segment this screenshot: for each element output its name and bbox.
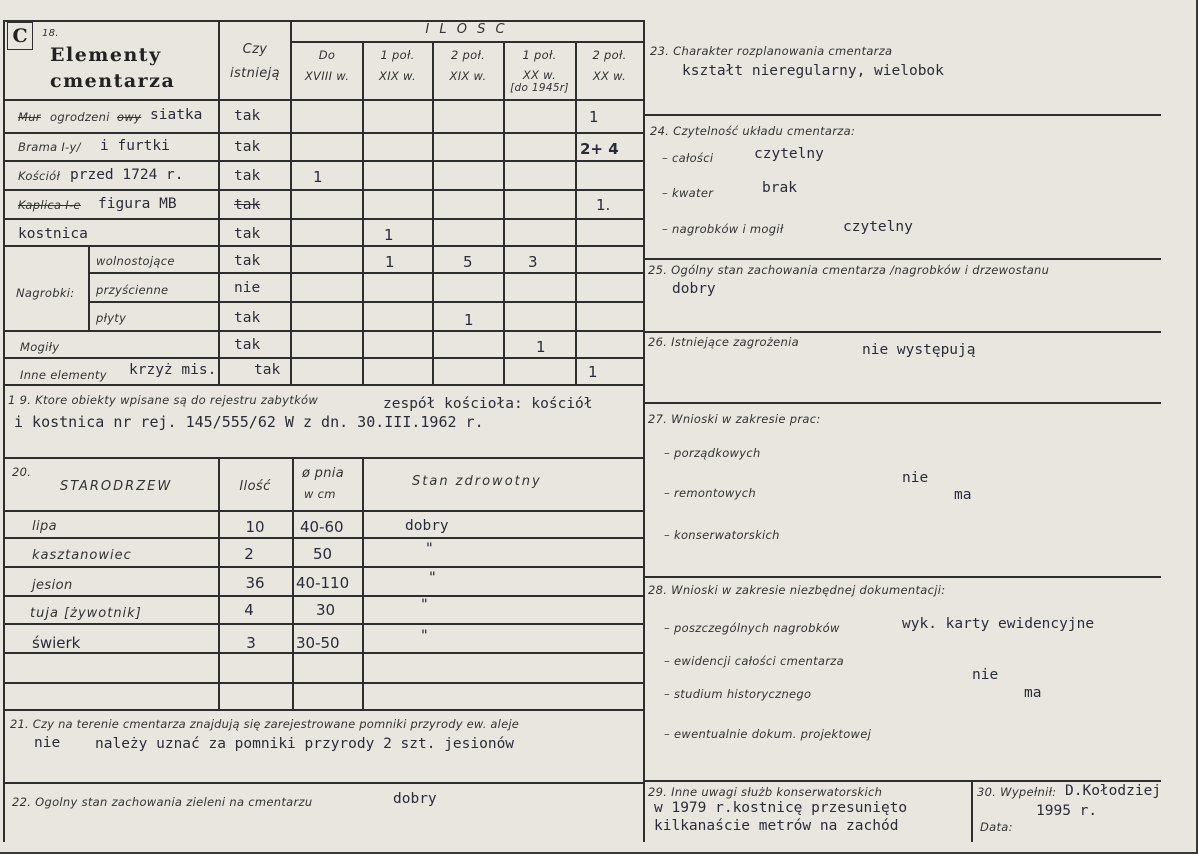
period-xix1-l2: XIX w. bbox=[379, 69, 416, 83]
field22-label: 22. Ogolny stan zachowania zieleni na cmentarzu bbox=[12, 795, 313, 809]
field21-value1: nie bbox=[34, 735, 61, 751]
field24-item3-value: czytelny bbox=[843, 219, 913, 235]
inne-xx2: 1 bbox=[588, 363, 598, 381]
field24-label: 24. Czytelność układu cmentarza: bbox=[650, 124, 856, 138]
kaplica-exists: tak bbox=[234, 197, 261, 213]
field27-item3: – konserwatorskich bbox=[664, 528, 780, 542]
brama-value: i furtki bbox=[100, 138, 170, 154]
wolnostojace-xx1: 3 bbox=[528, 253, 538, 271]
field28-item1-value: wyk. karty ewidencyjne bbox=[902, 616, 1095, 632]
field19-value1: zespół kościoła: kościół bbox=[383, 396, 593, 412]
field24-item1-value: czytelny bbox=[754, 146, 824, 162]
field27-value2: ma bbox=[954, 487, 972, 503]
col-exists-line1: Czy bbox=[242, 42, 268, 57]
ogrodzenie-xx2: 1 bbox=[589, 108, 599, 126]
kosciol-label: Kościół bbox=[18, 169, 61, 183]
left-border bbox=[3, 20, 5, 842]
brama-exists: tak bbox=[234, 139, 261, 155]
col-exists-line2: istnieją bbox=[229, 66, 281, 81]
kosciol-xviii: 1 bbox=[313, 168, 323, 186]
field28-label: 28. Wnioski w zakresie niezbędnej dokumentacji: bbox=[648, 583, 946, 597]
tree-name-4: tuja [żywotnik] bbox=[30, 606, 142, 621]
mogily-label: Mogiły bbox=[20, 340, 60, 354]
kaplica-struck: Kaplica I-e bbox=[18, 198, 81, 212]
field23-value: kształt nieregularny, wielobok bbox=[682, 63, 944, 79]
ogrodzenie-value: siatka bbox=[150, 107, 203, 123]
kosciol-exists: tak bbox=[234, 168, 261, 184]
diameter-header-l2: w cm bbox=[304, 487, 336, 501]
field24-item1-label: – całości bbox=[662, 151, 714, 165]
kaplica-xx2: 1. bbox=[596, 196, 611, 214]
tree-name-2: kasztanowiec bbox=[32, 548, 132, 563]
wolnostojace-xix1: 1 bbox=[385, 253, 395, 271]
wolnostojace-label: wolnostojące bbox=[96, 254, 175, 268]
tree-diam-3: 40-110 bbox=[296, 574, 350, 592]
tree-state-1: dobry bbox=[405, 518, 449, 534]
plyty-exists: tak bbox=[234, 310, 261, 326]
field19-value2: i kostnica nr rej. 145/555/62 W z dn. 30.III.1962 r. bbox=[14, 413, 484, 431]
period-xix2-l2: XIX w. bbox=[449, 69, 487, 83]
field23-label: 23. Charakter rozplanowania cmentarza bbox=[650, 44, 893, 58]
tree-name-5: świerk bbox=[32, 634, 81, 652]
nagrobki-divider bbox=[88, 245, 90, 330]
field30-value: D.Kołodziej bbox=[1065, 783, 1162, 799]
ilosc-header: I L O S C bbox=[425, 22, 508, 37]
tree-count-5: 3 bbox=[246, 634, 256, 652]
card-letter-box: C bbox=[7, 22, 33, 50]
ogrodzenie-struck2: owy bbox=[117, 110, 142, 124]
tree-count-3: 36 bbox=[245, 574, 265, 592]
col-divider-xix1 bbox=[362, 42, 364, 384]
field29-value1: w 1979 r.kostnicę przesunięto bbox=[654, 800, 908, 816]
period-xix2-l1: 2 poł. bbox=[450, 48, 486, 62]
tree-state-5: " bbox=[420, 628, 429, 644]
period-xx1-l1: 1 poł. bbox=[522, 48, 557, 62]
field26-label: 26. Istniejące zagrożenia bbox=[648, 335, 799, 349]
ogrodzenie-struck: Mur bbox=[18, 110, 41, 124]
field30-label: 30. Wypełnił: bbox=[977, 785, 1057, 799]
period-xviii-l1: Do bbox=[318, 48, 336, 62]
inne-exists: tak bbox=[254, 362, 281, 378]
field21-value2: należy uznać za pomniki przyrody 2 szt. jesionów bbox=[95, 736, 515, 752]
title-line2: cmentarza bbox=[50, 70, 176, 92]
tree-count-4: 4 bbox=[244, 601, 254, 619]
mogily-xx1: 1 bbox=[536, 338, 546, 356]
kosciol-value: przed 1724 r. bbox=[70, 167, 184, 183]
period-xviii-l2: XVIII w. bbox=[304, 69, 350, 83]
starodrzew-header: STARODRZEW bbox=[60, 479, 173, 494]
kostnica-exists: tak bbox=[234, 226, 261, 242]
nagrobki-label: Nagrobki: bbox=[16, 286, 75, 300]
field28-item3-label: – studium historycznego bbox=[664, 687, 812, 701]
field19-label: 1 9. Ktore obiekty wpisane są do rejestru zabytków bbox=[8, 393, 319, 407]
plyty-xix2: 1 bbox=[464, 311, 474, 329]
field20-number: 20. bbox=[12, 465, 32, 479]
tree-diam-5: 30-50 bbox=[296, 634, 340, 652]
tree-state-3: " bbox=[428, 570, 437, 586]
tree-state-4: " bbox=[420, 597, 429, 613]
field30-date: 1995 r. bbox=[1036, 803, 1098, 819]
inne-label: Inne elementy bbox=[20, 368, 107, 382]
field22-value: dobry bbox=[393, 791, 437, 807]
col-divider-xx2 bbox=[575, 42, 577, 384]
inne-value: krzyż mis. bbox=[129, 362, 217, 378]
period-xx1-l3: [do 1945r] bbox=[510, 82, 569, 94]
field28-item2-label: – ewidencji całości cmentarza bbox=[664, 654, 844, 668]
ilosc-underline bbox=[290, 41, 643, 43]
tree-name-1: lipa bbox=[32, 519, 58, 534]
field-number-18: 18. bbox=[42, 28, 59, 39]
period-xix1-l1: 1 poł. bbox=[380, 48, 415, 62]
center-divider bbox=[643, 20, 645, 842]
kostnica-value: kostnica bbox=[18, 226, 88, 242]
diameter-header-l1: ø pnia bbox=[302, 466, 344, 481]
field27-item1: – porządkowych bbox=[664, 446, 761, 460]
tree-state-2: " bbox=[425, 541, 434, 557]
brama-label: Brama I-y/ bbox=[18, 140, 81, 154]
plyty-label: płyty bbox=[96, 311, 127, 325]
col-divider-xix2 bbox=[432, 42, 434, 384]
wolnostojace-xix2: 5 bbox=[463, 253, 473, 271]
mogily-exists: tak bbox=[234, 337, 261, 353]
ogrodzenie-exists: tak bbox=[234, 108, 261, 124]
field24-item3-label: – nagrobków i mogił bbox=[662, 222, 784, 236]
field27-label: 27. Wnioski w zakresie prac: bbox=[648, 412, 821, 426]
period-xx2-l2: XX w. bbox=[592, 69, 627, 83]
field21-label: 21. Czy na terenie cmentarza znajdują się zarejestrowane pomniki przyrody ew. aleje bbox=[10, 717, 520, 731]
field24-item2-value: brak bbox=[762, 180, 797, 196]
stan-header: Stan zdrowotny bbox=[412, 474, 542, 489]
ogrodzenie-label: ogrodzeni bbox=[50, 110, 110, 124]
kostnica-xix1: 1 bbox=[384, 226, 394, 244]
brama-xx2: 2+ 4 bbox=[580, 140, 619, 158]
field27-item2: – remontowych bbox=[664, 486, 757, 500]
field28-value2: ma bbox=[1024, 685, 1042, 701]
tree-diam-2: 50 bbox=[313, 545, 333, 563]
field29-label: 29. Inne uwagi służb konserwatorskich bbox=[648, 785, 883, 799]
period-xx1-l2: XX w. bbox=[522, 68, 557, 82]
tree-diam-4: 30 bbox=[316, 601, 336, 619]
przyscienne-exists: nie bbox=[234, 280, 261, 296]
tree-count-2: 2 bbox=[244, 545, 254, 563]
field28-value1: nie bbox=[972, 667, 999, 683]
kaplica-value: figura MB bbox=[98, 196, 177, 212]
field26-value: nie występują bbox=[862, 342, 976, 358]
field28-item4-label: – ewentualnie dokum. projektowej bbox=[664, 727, 872, 741]
ilosc-col-header: Ilość bbox=[239, 479, 271, 494]
field27-value1: nie bbox=[902, 470, 929, 486]
field25-value: dobry bbox=[672, 281, 716, 297]
field25-label: 25. Ogólny stan zachowania cmentarza /nagrobków i drzewostanu bbox=[648, 263, 1050, 277]
field28-item1-label: – poszczególnych nagrobków bbox=[664, 621, 840, 635]
field24-item2-label: – kwater bbox=[662, 186, 714, 200]
period-xx2-l1: 2 poł. bbox=[592, 48, 627, 62]
wolnostojace-exists: tak bbox=[234, 253, 261, 269]
field29-value2: kilkanaście metrów na zachód bbox=[654, 818, 899, 834]
tree-count-1: 10 bbox=[245, 518, 265, 536]
przyscienne-label: przyścienne bbox=[96, 283, 169, 297]
tree-diam-1: 40-60 bbox=[300, 518, 344, 536]
tree-name-3: jesion bbox=[32, 578, 73, 593]
title-line1: Elementy bbox=[50, 44, 162, 66]
field30-date-label: Data: bbox=[980, 820, 1013, 834]
